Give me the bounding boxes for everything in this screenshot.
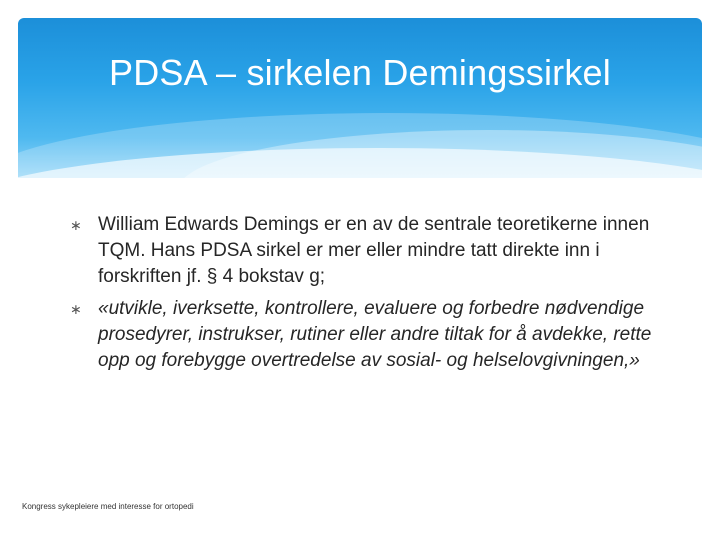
asterisk-bullet-icon: ∗ (70, 301, 82, 317)
slide-content (70, 212, 660, 380)
bullet-item (70, 212, 660, 290)
header-band (18, 18, 702, 178)
bullet-item (70, 296, 660, 374)
bullet-text: «utvikle, iverksette, kontrollere, evaluere og forbedre nødvendige prosedyrer, instrukser, rutiner eller andre tiltak for å avdekke, rette opp og forebygge overtredelse av sosial- og helselovgivningen,» (98, 298, 652, 371)
asterisk-bullet-icon: ∗ (70, 217, 82, 233)
bullet-list (70, 212, 660, 374)
slide-title: PDSA – sirkelen Demingssirkel (109, 52, 611, 93)
bullet-text: William Edwards Demings er en av de sentrale teoretikerne innen TQM. Hans PDSA sirkel er mer eller mindre tatt direkte inn i forskriften jf. § 4 bokstav g; (98, 214, 650, 287)
slide-footer: Kongress sykepleiere med interesse for ortopedi (22, 502, 194, 511)
